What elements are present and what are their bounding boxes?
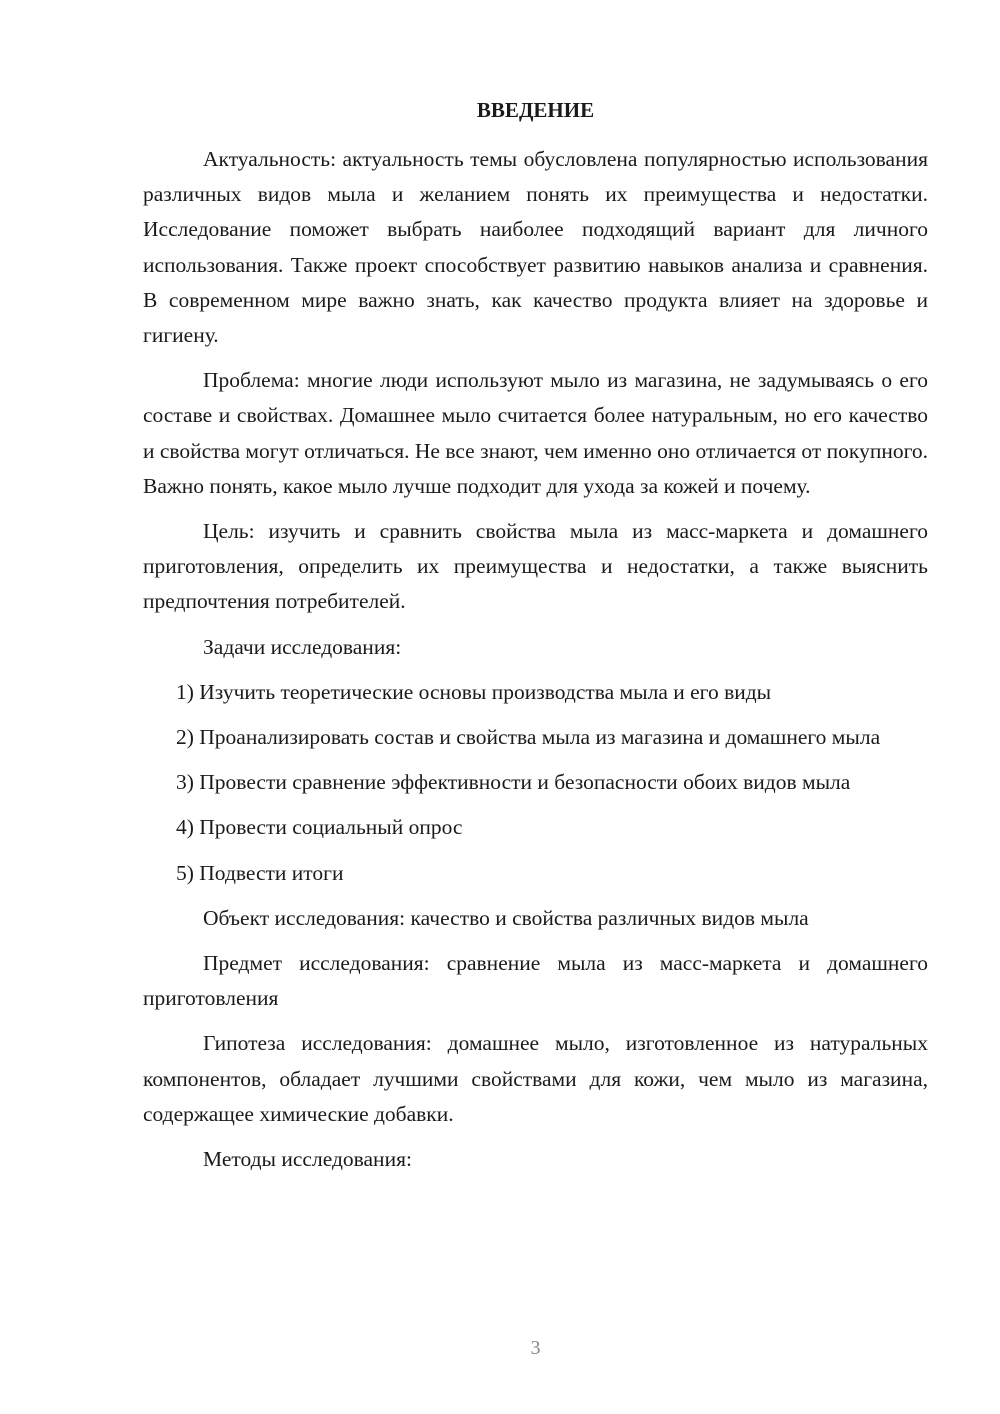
task-item-3: 3) Провести сравнение эффективности и безопасности обоих видов мыла	[176, 770, 851, 795]
task-item-2: 2) Проанализировать состав и свойства мыла из магазина и домашнего мыла	[176, 725, 881, 750]
paragraph-subject: Предмет исследования: сравнение мыла из масс-маркета и домашнего приготовления	[143, 951, 928, 1011]
document-page	[143, 0, 928, 1414]
task-item-5: 5) Подвести итоги	[176, 860, 344, 885]
paragraph-hypothesis: Гипотеза исследования: домашнее мыло, изготовленное из натуральных компонентов, обладает лучшими свойствами для кожи, чем мыло из магазина, содержащее химические добавки.	[143, 1031, 928, 1126]
paragraph-relevance: Актуальность: актуальность темы обусловлена популярностью использования различных видов мыла и желанием понять их преимущества и недостатки. Исследование поможет выбрать наиболее подходящий вариант для личного использования. Также проект способствует развитию навыков анализа и сравнения. В современном мире важно знать, как качество продукта влияет на здоровье и гигиену.	[143, 147, 928, 348]
section-title: ВВЕДЕНИЕ	[476, 98, 595, 122]
paragraph-object: Объект исследования: качество и свойства различных видов мыла	[203, 905, 809, 930]
paragraph-methods: Методы исследования:	[203, 1147, 412, 1172]
task-item-4: 4) Провести социальный опрос	[176, 815, 463, 840]
paragraph-problem: Проблема: многие люди используют мыло из магазина, не задумываясь о его составе и свойствах. Домашнее мыло считается более натуральным, но его качество и свойства могут отличаться. Не все знают, чем именно оно отличается от покупного. Важно понять, какое мыло лучше подходит для ухода за кожей и почему.	[143, 368, 928, 498]
task-item-1: 1) Изучить теоретические основы производства мыла и его виды	[176, 679, 772, 704]
document-body	[143, 142, 928, 1177]
page-number: 3	[530, 1337, 541, 1359]
paragraph-tasks-heading: Задачи исследования:	[203, 634, 402, 659]
paragraph-goal: Цель: изучить и сравнить свойства мыла из масс-маркета и домашнего приготовления, определить их преимущества и недостатки, а также выяснить предпочтения потребителей.	[143, 519, 928, 614]
